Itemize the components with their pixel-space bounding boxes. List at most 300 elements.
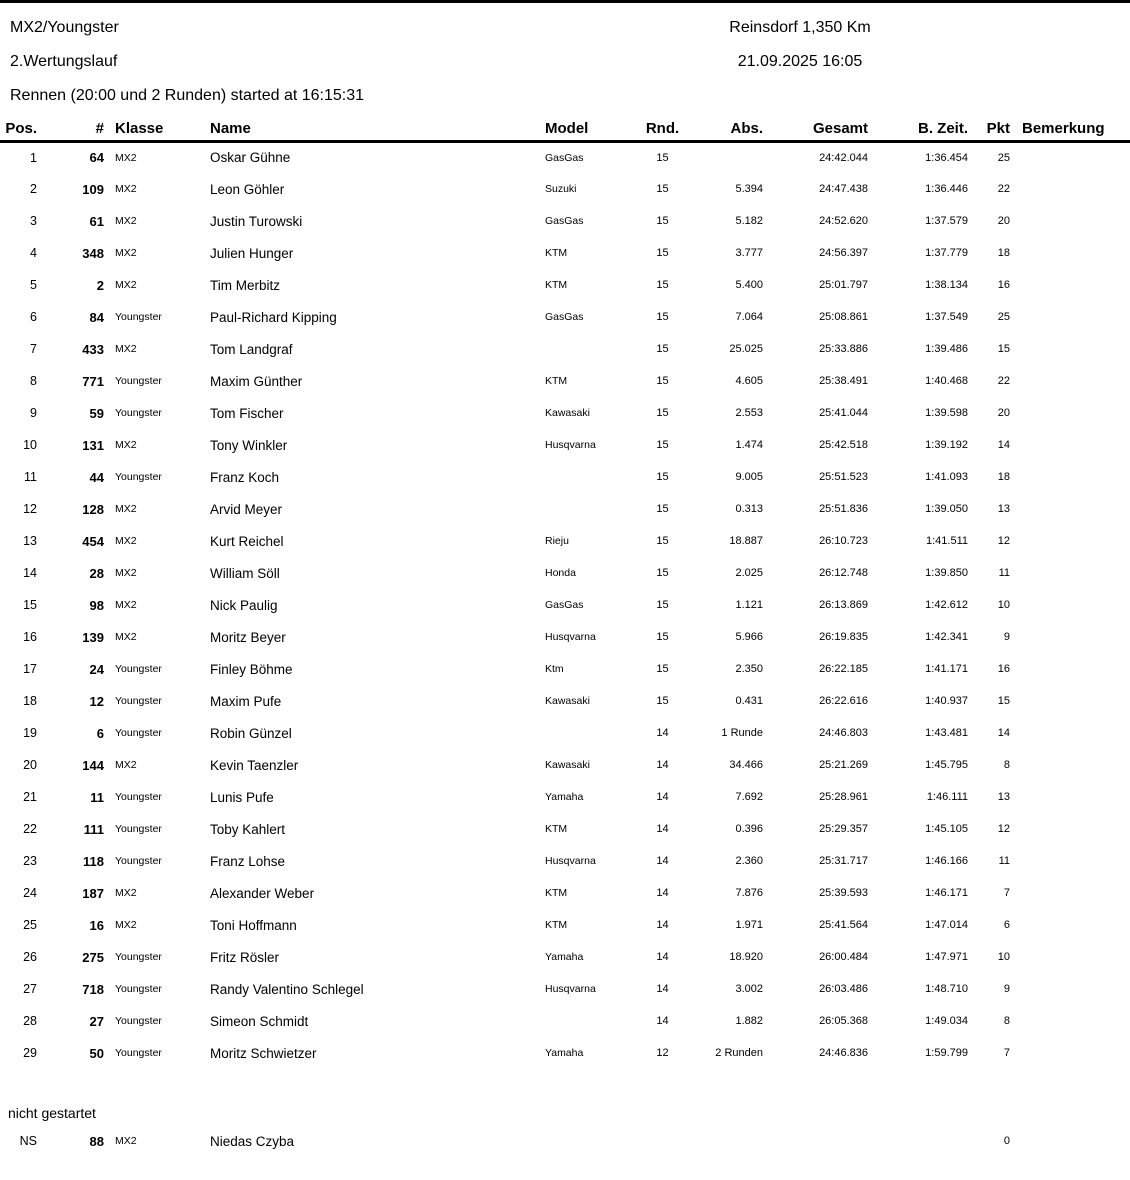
cell-num: 12 (89, 693, 104, 709)
cell-gesamt: 26:03.486 (819, 983, 868, 995)
cell-num: 16 (89, 917, 104, 933)
cell-num: 27 (89, 1013, 104, 1029)
cell-rnd: 15 (656, 311, 669, 323)
table-row (0, 621, 1130, 653)
cell-pkt: 6 (1003, 919, 1010, 931)
cell-bemerkung (1014, 781, 1130, 813)
cell-klasse: MX2 (115, 919, 137, 931)
cell-pos: 14 (23, 566, 37, 580)
cell-bzeit: 1:45.105 (925, 823, 968, 835)
cell-pkt: 25 (997, 151, 1010, 164)
cell-num: 454 (82, 533, 104, 549)
cell-pkt: 13 (997, 503, 1010, 515)
table-row (0, 877, 1130, 909)
table-header-row (0, 117, 1130, 141)
cell-pos: 23 (23, 854, 37, 868)
cell-klasse: Youngster (115, 407, 162, 419)
cell-name: Alexander Weber (210, 885, 315, 901)
cell-bemerkung (1014, 941, 1130, 973)
cell-klasse: Youngster (115, 823, 162, 835)
cell-bemerkung (1014, 237, 1130, 269)
cell-name: Nick Paulig (210, 597, 278, 613)
cell-pos: 8 (30, 374, 37, 388)
cell-name: Moritz Beyer (210, 629, 286, 645)
cell-num: 771 (82, 373, 104, 389)
cell-num: 24 (89, 661, 104, 677)
table-row (0, 653, 1130, 685)
cell-abs: 1 Runde (721, 727, 763, 739)
cell-klasse: MX2 (115, 279, 137, 291)
cell-pkt: 12 (997, 535, 1010, 547)
cell-abs: 25.025 (729, 343, 763, 355)
cell-klasse: Youngster (115, 855, 162, 867)
cell-klasse: MX2 (115, 439, 137, 451)
cell-num: 11 (90, 789, 104, 805)
cell-model: Suzuki (545, 183, 577, 195)
run-title: 2.Wertungslauf (10, 53, 118, 70)
table-row (0, 461, 1130, 493)
table-row (0, 1125, 1130, 1157)
cell-bzeit: 1:59.799 (925, 1047, 968, 1059)
cell-bemerkung (1014, 973, 1130, 1005)
cell-name: Justin Turowski (210, 213, 303, 229)
cell-pkt: 7 (1003, 887, 1010, 899)
cell-pkt: 22 (997, 183, 1010, 195)
cell-rnd: 15 (656, 183, 669, 195)
cell-num: 50 (89, 1045, 104, 1061)
cell-pos: 5 (30, 278, 37, 292)
cell-rnd: 14 (656, 855, 669, 867)
table-row (0, 813, 1130, 845)
col-number: # (45, 117, 108, 141)
cell-klasse: MX2 (115, 183, 137, 195)
cell-pos: 1 (30, 150, 37, 165)
table-row (0, 173, 1130, 205)
cell-pkt: 10 (997, 951, 1010, 963)
col-model: Model (543, 117, 633, 141)
cell-bzeit: 1:39.850 (925, 567, 968, 579)
cell-pos: NS (19, 1134, 37, 1148)
cell-abs: 1.474 (735, 439, 763, 451)
cell-abs: 7.692 (735, 791, 763, 803)
table-row (0, 1005, 1130, 1037)
cell-pos: 10 (23, 438, 37, 452)
cell-abs: 2.553 (735, 407, 763, 419)
cell-model (543, 493, 633, 525)
cell-pkt: 9 (1003, 983, 1010, 995)
cell-rnd: 15 (656, 695, 669, 707)
cell-klasse: MX2 (115, 887, 137, 899)
cell-name: Julien Hunger (210, 245, 294, 261)
cell-bemerkung (1014, 301, 1130, 333)
cell-gesamt: 25:21.269 (819, 759, 868, 771)
cell-num: 98 (89, 597, 104, 613)
cell-pkt: 25 (997, 311, 1010, 323)
cell-rnd: 15 (656, 567, 669, 579)
cell-gesamt: 25:31.717 (819, 855, 868, 867)
cell-name: William Söll (210, 565, 280, 581)
cell-gesamt: 26:22.616 (819, 695, 868, 707)
cell-gesamt: 24:46.803 (819, 727, 868, 739)
cell-gesamt (765, 1125, 870, 1157)
cell-name: Leon Göhler (210, 181, 285, 197)
table-row (0, 909, 1130, 941)
table-row (0, 141, 1130, 173)
cell-num: 2 (96, 277, 104, 293)
cell-pos: 6 (30, 310, 37, 324)
cell-gesamt: 26:10.723 (819, 535, 868, 547)
cell-pkt: 20 (997, 407, 1010, 419)
cell-rnd: 14 (656, 791, 669, 803)
cell-gesamt: 25:33.886 (819, 343, 868, 355)
cell-bzeit: 1:49.034 (925, 1015, 968, 1027)
cell-name: Simeon Schmidt (210, 1013, 309, 1029)
cell-klasse: MX2 (115, 759, 137, 771)
cell-num: 718 (82, 981, 104, 997)
cell-num: 131 (82, 437, 104, 453)
cell-gesamt: 25:51.836 (819, 503, 868, 515)
cell-bzeit (870, 1125, 970, 1157)
cell-name: Randy Valentino Schlegel (210, 981, 364, 997)
cell-pkt: 14 (997, 439, 1010, 451)
cell-bzeit: 1:39.486 (925, 343, 968, 355)
cell-name: Tony Winkler (210, 437, 288, 453)
cell-bemerkung (1014, 717, 1130, 749)
cell-abs (692, 141, 765, 173)
cell-rnd: 15 (656, 631, 669, 643)
cell-num: 64 (89, 150, 104, 166)
cell-abs: 9.005 (735, 471, 763, 483)
col-name: Name (205, 117, 543, 141)
cell-name: Toby Kahlert (210, 821, 286, 837)
cell-bemerkung (1014, 429, 1130, 461)
cell-bemerkung (1014, 269, 1130, 301)
cell-name: Franz Lohse (210, 853, 286, 869)
table-row (0, 589, 1130, 621)
cell-bemerkung (1014, 749, 1130, 781)
col-bemerkung: Bemerkung (1014, 117, 1130, 141)
cell-gesamt: 26:00.484 (819, 951, 868, 963)
cell-bzeit: 1:46.171 (925, 887, 968, 899)
table-row (0, 269, 1130, 301)
cell-abs: 5.400 (735, 279, 763, 291)
cell-name: Fritz Rösler (210, 949, 280, 965)
cell-num: 59 (89, 405, 104, 421)
cell-pkt: 18 (997, 247, 1010, 259)
cell-abs: 3.002 (735, 983, 763, 995)
cell-klasse: MX2 (115, 567, 137, 579)
cell-gesamt: 25:41.044 (819, 407, 868, 419)
cell-bzeit: 1:41.171 (925, 663, 968, 675)
cell-pos: 28 (23, 1014, 37, 1028)
cell-name: Moritz Schwietzer (210, 1045, 317, 1061)
cell-pkt: 7 (1003, 1047, 1010, 1059)
cell-gesamt: 25:42.518 (819, 439, 868, 451)
cell-rnd: 15 (656, 375, 669, 387)
cell-rnd: 14 (656, 887, 669, 899)
cell-klasse: Youngster (115, 311, 162, 323)
cell-bemerkung (1014, 845, 1130, 877)
cell-klasse: MX2 (115, 599, 137, 611)
cell-abs: 1.882 (735, 1015, 763, 1027)
cell-pos: 19 (23, 726, 37, 740)
cell-name: Maxim Günther (210, 373, 303, 389)
cell-rnd: 14 (656, 759, 669, 771)
cell-model: Husqvarna (545, 631, 596, 643)
cell-pkt: 8 (1003, 759, 1010, 771)
col-rnd: Rnd. (633, 117, 692, 141)
cell-abs: 1.971 (735, 919, 763, 931)
table-row (0, 845, 1130, 877)
cell-klasse: Youngster (115, 1015, 162, 1027)
cell-pos: 22 (23, 822, 37, 836)
cell-pos: 12 (23, 502, 37, 516)
cell-klasse: MX2 (115, 151, 137, 164)
table-row (0, 557, 1130, 589)
cell-rnd: 14 (656, 951, 669, 963)
cell-bzeit: 1:48.710 (925, 983, 968, 995)
cell-rnd: 15 (656, 279, 669, 291)
cell-model: GasGas (545, 599, 584, 611)
race-info: Rennen (20:00 und 2 Runden) started at 16:15:31 (10, 87, 365, 104)
cell-name: Maxim Pufe (210, 693, 282, 709)
cell-bemerkung (1014, 621, 1130, 653)
cell-num: 111 (83, 821, 104, 837)
cell-bemerkung (1014, 493, 1130, 525)
cell-pos: 13 (23, 534, 37, 548)
col-bzeit: B. Zeit. (870, 117, 970, 141)
cell-rnd: 15 (656, 503, 669, 515)
table-row (0, 941, 1130, 973)
cell-abs: 0.313 (735, 503, 763, 515)
cell-abs: 18.887 (729, 535, 763, 547)
cell-bzeit: 1:42.612 (925, 599, 968, 611)
cell-klasse: MX2 (115, 343, 137, 355)
cell-abs: 1.121 (735, 599, 763, 611)
cell-bzeit: 1:37.579 (925, 215, 968, 227)
table-row (0, 493, 1130, 525)
cell-abs: 0.396 (735, 823, 763, 835)
cell-name: Niedas Czyba (210, 1133, 295, 1149)
table-row (0, 1037, 1130, 1069)
cell-pos: 9 (30, 406, 37, 420)
cell-bzeit: 1:37.779 (925, 247, 968, 259)
cell-model (543, 333, 633, 365)
cell-bemerkung (1014, 685, 1130, 717)
cell-pkt: 12 (997, 823, 1010, 835)
cell-bzeit: 1:39.050 (925, 503, 968, 515)
cell-rnd: 14 (656, 983, 669, 995)
cell-gesamt: 25:29.357 (819, 823, 868, 835)
cell-rnd: 15 (656, 599, 669, 611)
cell-bzeit: 1:47.014 (925, 919, 968, 931)
cell-pkt: 20 (997, 215, 1010, 227)
cell-bzeit: 1:41.511 (925, 535, 968, 547)
cell-bzeit: 1:37.549 (925, 311, 968, 323)
cell-name: Franz Koch (210, 469, 280, 485)
cell-pkt: 8 (1003, 1015, 1010, 1027)
cell-abs (692, 1125, 765, 1157)
cell-klasse: Youngster (115, 791, 162, 803)
cell-abs: 7.876 (735, 887, 763, 899)
cell-num: 44 (89, 469, 104, 485)
cell-model: Husqvarna (545, 439, 596, 451)
cell-bemerkung (1014, 909, 1130, 941)
cell-rnd: 15 (656, 151, 669, 164)
table-row (0, 685, 1130, 717)
cell-bzeit: 1:46.166 (925, 855, 968, 867)
cell-model: Kawasaki (545, 695, 590, 707)
cell-pos: 11 (24, 470, 37, 484)
cell-bemerkung (1014, 877, 1130, 909)
results-table (0, 117, 1130, 1069)
cell-model: KTM (545, 375, 568, 387)
cell-rnd (633, 1125, 692, 1157)
table-row (0, 525, 1130, 557)
cell-pkt: 16 (997, 663, 1010, 675)
cell-bzeit: 1:41.093 (925, 471, 968, 483)
col-abs: Abs. (692, 117, 765, 141)
cell-klasse: MX2 (115, 1135, 137, 1147)
cell-name: Kevin Taenzler (210, 757, 299, 773)
col-klasse: Klasse (108, 117, 205, 141)
cell-pkt: 16 (997, 279, 1010, 291)
cell-pos: 25 (23, 918, 37, 932)
cell-rnd: 14 (656, 1015, 669, 1027)
cell-bzeit: 1:43.481 (925, 727, 968, 739)
cell-bemerkung (1014, 205, 1130, 237)
cell-pos: 17 (23, 662, 37, 676)
cell-bzeit: 1:40.468 (925, 375, 968, 387)
cell-gesamt: 24:52.620 (819, 215, 868, 227)
table-row (0, 717, 1130, 749)
cell-num: 275 (82, 949, 104, 965)
cell-klasse: Youngster (115, 695, 162, 707)
cell-abs: 3.777 (735, 247, 763, 259)
header-right (620, 11, 980, 79)
cell-klasse: Youngster (115, 471, 162, 483)
cell-gesamt: 26:19.835 (819, 631, 868, 643)
cell-num: 118 (83, 853, 104, 869)
cell-klasse: Youngster (115, 375, 162, 387)
cell-bzeit: 1:42.341 (925, 631, 968, 643)
cell-bemerkung (1014, 813, 1130, 845)
cell-num: 84 (89, 309, 104, 325)
cell-rnd: 15 (656, 407, 669, 419)
table-row (0, 973, 1130, 1005)
cell-rnd: 15 (656, 535, 669, 547)
cell-gesamt: 24:47.438 (819, 183, 868, 195)
cell-rnd: 15 (656, 439, 669, 451)
cell-klasse: MX2 (115, 631, 137, 643)
cell-abs: 7.064 (735, 311, 763, 323)
cell-model: Yamaha (545, 951, 584, 963)
table-row (0, 333, 1130, 365)
cell-abs: 2.360 (735, 855, 763, 867)
cell-pos: 18 (23, 694, 37, 708)
cell-model: Yamaha (545, 1047, 584, 1059)
cell-num: 88 (89, 1133, 104, 1149)
cell-gesamt: 25:01.797 (819, 279, 868, 291)
table-row (0, 301, 1130, 333)
cell-klasse: MX2 (115, 215, 137, 227)
cell-num: 348 (82, 245, 104, 261)
cell-abs: 5.966 (735, 631, 763, 643)
cell-model: KTM (545, 919, 568, 931)
event-location: Reinsdorf 1,350 Km (729, 19, 871, 36)
cell-model: Husqvarna (545, 855, 596, 867)
table-row (0, 429, 1130, 461)
cell-num: 139 (82, 629, 104, 645)
cell-pkt: 18 (997, 471, 1010, 483)
cell-bemerkung (1014, 397, 1130, 429)
cell-bzeit: 1:40.937 (925, 695, 968, 707)
cell-gesamt: 25:39.593 (819, 887, 868, 899)
cell-abs: 5.182 (735, 215, 763, 227)
cell-num: 109 (82, 181, 104, 197)
cell-pkt: 10 (997, 599, 1010, 611)
cell-model (543, 1005, 633, 1037)
cell-pkt: 15 (997, 343, 1010, 355)
cell-bemerkung (1014, 525, 1130, 557)
cell-pkt: 11 (998, 567, 1010, 579)
cell-abs: 18.920 (729, 951, 763, 963)
cell-bzeit: 1:47.971 (925, 951, 968, 963)
cell-model (543, 1125, 633, 1157)
cell-num: 6 (96, 725, 104, 741)
cell-klasse: Youngster (115, 951, 162, 963)
cell-gesamt: 25:51.523 (819, 471, 868, 483)
table-row (0, 781, 1130, 813)
cell-abs: 0.431 (735, 695, 763, 707)
cell-pkt: 0 (1003, 1135, 1010, 1147)
cell-klasse: Youngster (115, 727, 162, 739)
cell-bemerkung (1014, 173, 1130, 205)
cell-abs: 4.605 (735, 375, 763, 387)
cell-pos: 20 (23, 758, 37, 772)
cell-gesamt: 24:42.044 (819, 151, 868, 164)
cell-bemerkung (1014, 653, 1130, 685)
cell-model (543, 717, 633, 749)
cell-name: Robin Günzel (210, 725, 292, 741)
cell-abs: 2.025 (735, 567, 763, 579)
cell-name: Kurt Reichel (210, 533, 284, 549)
cell-abs: 2.350 (735, 663, 763, 675)
cell-bemerkung (1014, 333, 1130, 365)
cell-klasse: Youngster (115, 1047, 162, 1059)
cell-pos: 7 (30, 342, 37, 356)
cell-pkt: 14 (997, 727, 1010, 739)
cell-klasse: Youngster (115, 663, 162, 675)
cell-bzeit: 1:39.192 (925, 439, 968, 451)
cell-name: Finley Böhme (210, 661, 293, 677)
cell-pos: 29 (23, 1046, 37, 1060)
event-datetime: 21.09.2025 16:05 (737, 53, 863, 70)
cell-model: Yamaha (545, 791, 584, 803)
cell-gesamt: 25:08.861 (819, 311, 868, 323)
table-row (0, 365, 1130, 397)
cell-gesamt: 26:22.185 (819, 663, 868, 675)
cell-bemerkung (1014, 1005, 1130, 1037)
cell-name: Oskar Gühne (210, 150, 291, 166)
table-row (0, 237, 1130, 269)
cell-model: GasGas (545, 311, 584, 323)
cell-bzeit: 1:38.134 (925, 279, 968, 291)
cell-bemerkung (1014, 1125, 1130, 1157)
cell-pos: 21 (23, 790, 37, 804)
cell-model: Honda (545, 567, 576, 579)
cell-gesamt: 26:12.748 (819, 567, 868, 579)
